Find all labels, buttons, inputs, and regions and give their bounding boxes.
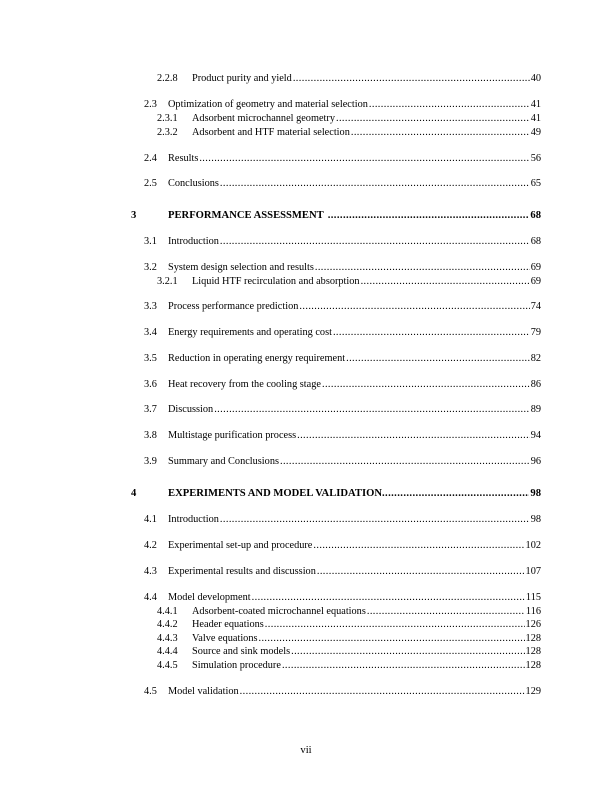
toc-entry-number: 3.8 (144, 430, 157, 441)
toc-entry-page: 65 (530, 178, 541, 189)
toc-entry-number: 2.3.2 (157, 127, 178, 138)
toc-entry (157, 113, 541, 125)
toc-entry (157, 606, 541, 618)
toc-entry (157, 276, 541, 288)
toc-entry-number: 3.4 (144, 327, 157, 338)
toc-entry-number: 2.3 (144, 99, 157, 110)
toc-chapter-entry (131, 488, 541, 500)
toc-entry-title: Reduction in operating energy requirement (168, 353, 346, 364)
toc-entry-title: Adsorbent-coated microchannel equations (192, 606, 366, 617)
dot-leader (240, 686, 525, 698)
toc-entry-title: Valve equations (192, 633, 258, 644)
toc-entry-page: 129 (525, 686, 541, 697)
toc-entry-number: 2.3.1 (157, 113, 178, 124)
toc-entry-page: 41 (530, 113, 541, 124)
toc-entry-number: 3.5 (144, 353, 157, 364)
toc-entry-number: 4.5 (144, 686, 157, 697)
dot-leader (280, 456, 530, 468)
dot-leader (322, 379, 530, 391)
toc-entry (157, 646, 541, 658)
toc-entry-number: 4.3 (144, 566, 157, 577)
toc-entry-title: Header equations (192, 619, 264, 630)
toc-entry-number: 3.9 (144, 456, 157, 467)
dot-leader (293, 73, 530, 85)
toc-entry-title: Model validation (168, 686, 239, 697)
toc-entry-number: 3.7 (144, 404, 157, 415)
dot-leader (328, 210, 530, 222)
dot-leader (333, 327, 530, 339)
toc-entry-title: EXPERIMENTS AND MODEL VALIDATION (168, 488, 382, 499)
toc-entry-page: 128 (525, 660, 541, 671)
toc-entry-page: 96 (530, 456, 541, 467)
toc-entry (157, 619, 541, 631)
toc-entry (144, 540, 541, 552)
dot-leader (199, 153, 529, 165)
toc-entry-page: 128 (525, 633, 541, 644)
toc-entry-page: 115 (525, 592, 541, 603)
toc-entry-title: Model development (168, 592, 251, 603)
toc-entry-page: 94 (530, 430, 541, 441)
toc-entry-page: 68 (530, 210, 541, 221)
dot-leader (258, 633, 524, 645)
toc-entry-title: Simulation procedure (192, 660, 281, 671)
dot-leader (291, 646, 524, 658)
toc-entry-title: Product purity and yield (192, 73, 292, 84)
dot-leader (220, 178, 530, 190)
dot-leader (252, 592, 525, 604)
toc-entry (144, 99, 541, 111)
toc-entry-number: 4.4.1 (157, 606, 178, 617)
dot-leader (351, 127, 530, 139)
toc-entry-page: 74 (530, 301, 541, 312)
toc-entry (157, 73, 541, 85)
toc-entry-page: 82 (530, 353, 541, 364)
toc-entry (144, 327, 541, 339)
toc-entry-page: 89 (530, 404, 541, 415)
toc-entry (144, 301, 541, 313)
toc-entry-title: PERFORMANCE ASSESSMENT (168, 210, 324, 221)
dot-leader (265, 619, 525, 631)
toc-entry-title: Conclusions (168, 178, 219, 189)
toc-entry-number: 4.4.2 (157, 619, 178, 630)
toc-entry-number: 4 (131, 488, 137, 499)
toc-entry (157, 660, 541, 672)
dot-leader (336, 113, 530, 125)
toc-entry-title: Source and sink models (192, 646, 291, 657)
dot-leader (299, 301, 529, 313)
toc-entry (144, 456, 541, 468)
toc-entry-title: Optimization of geometry and material selection (168, 99, 368, 110)
toc-entry-title: Introduction (168, 236, 219, 247)
toc-entry-title: Introduction (168, 514, 219, 525)
toc-entry (144, 236, 541, 248)
toc-entry-title: Results (168, 153, 199, 164)
toc-entry (144, 514, 541, 526)
toc-entry (144, 178, 541, 190)
dot-leader (220, 236, 530, 248)
dot-leader (220, 514, 530, 526)
toc-entry-page: 126 (525, 619, 541, 630)
dot-leader (313, 540, 524, 552)
toc-entry-page: 116 (525, 606, 541, 617)
toc-entry-page: 102 (525, 540, 541, 551)
dot-leader (297, 430, 530, 442)
toc-entry (144, 262, 541, 274)
toc-entry-title: Experimental results and discussion (168, 566, 316, 577)
toc-entry-number: 4.4.3 (157, 633, 178, 644)
toc-chapter-entry (131, 210, 541, 222)
toc-entry-number: 4.4 (144, 592, 157, 603)
toc-entry (144, 566, 541, 578)
toc-entry-page: 98 (530, 514, 541, 525)
toc-entry-number: 4.4.5 (157, 660, 178, 671)
toc-entry-page: 128 (525, 646, 541, 657)
toc-entry-page: 41 (530, 99, 541, 110)
dot-leader (315, 262, 530, 274)
toc-entry-number: 4.1 (144, 514, 157, 525)
toc-entry-title: Experimental set-up and procedure (168, 540, 313, 551)
toc-entry-title: Process performance prediction (168, 301, 299, 312)
toc-entry-number: 3 (131, 210, 137, 221)
toc-entry-page: 86 (530, 379, 541, 390)
dot-leader (361, 276, 530, 288)
toc-entry-page: 56 (530, 153, 541, 164)
dot-leader (214, 404, 530, 416)
dot-leader (382, 488, 529, 500)
toc-entry-number: 4.2 (144, 540, 157, 551)
toc-entry (144, 686, 541, 698)
toc-entry (144, 379, 541, 391)
toc-entry-title: Summary and Conclusions (168, 456, 279, 467)
dot-leader (317, 566, 525, 578)
toc-entry-page: 79 (530, 327, 541, 338)
toc-entry-number: 2.5 (144, 178, 157, 189)
toc-entry (144, 153, 541, 165)
toc-entry-title: Energy requirements and operating cost (168, 327, 332, 338)
toc-entry (157, 633, 541, 645)
toc-entry (157, 127, 541, 139)
toc-entry-number: 4.4.4 (157, 646, 178, 657)
dot-leader (369, 99, 530, 111)
toc-entry-number: 3.1 (144, 236, 157, 247)
toc-entry-page: 40 (530, 73, 541, 84)
toc-entry-title: Heat recovery from the cooling stage (168, 379, 321, 390)
toc-entry (144, 430, 541, 442)
toc-entry-page: 68 (530, 236, 541, 247)
toc-entry-title: Discussion (168, 404, 214, 415)
toc-entry (144, 404, 541, 416)
toc-entry-number: 3.6 (144, 379, 157, 390)
toc-entry-number: 3.3 (144, 301, 157, 312)
toc-entry-number: 3.2 (144, 262, 157, 273)
toc-entry-number: 2.4 (144, 153, 157, 164)
toc-entry-page: 107 (525, 566, 541, 577)
toc-entry-page: 49 (530, 127, 541, 138)
toc-entry-title: Multistage purification process (168, 430, 297, 441)
toc-entry-title: Adsorbent and HTF material selection (192, 127, 350, 138)
toc-entry-title: Adsorbent microchannel geometry (192, 113, 335, 124)
toc-entry-page: 69 (530, 262, 541, 273)
toc-entry (144, 353, 541, 365)
toc-entry-page: 69 (530, 276, 541, 287)
dot-leader (282, 660, 525, 672)
toc-entry (144, 592, 541, 604)
dot-leader (346, 353, 530, 365)
toc-entry-title: Liquid HTF recirculation and absorption (192, 276, 360, 287)
page-number: vii (300, 745, 312, 756)
toc-entry-number: 2.2.8 (157, 73, 178, 84)
toc-entry-title: System design selection and results (168, 262, 314, 273)
dot-leader (367, 606, 525, 618)
toc-entry-page: 98 (530, 488, 541, 499)
toc-entry-number: 3.2.1 (157, 276, 178, 287)
